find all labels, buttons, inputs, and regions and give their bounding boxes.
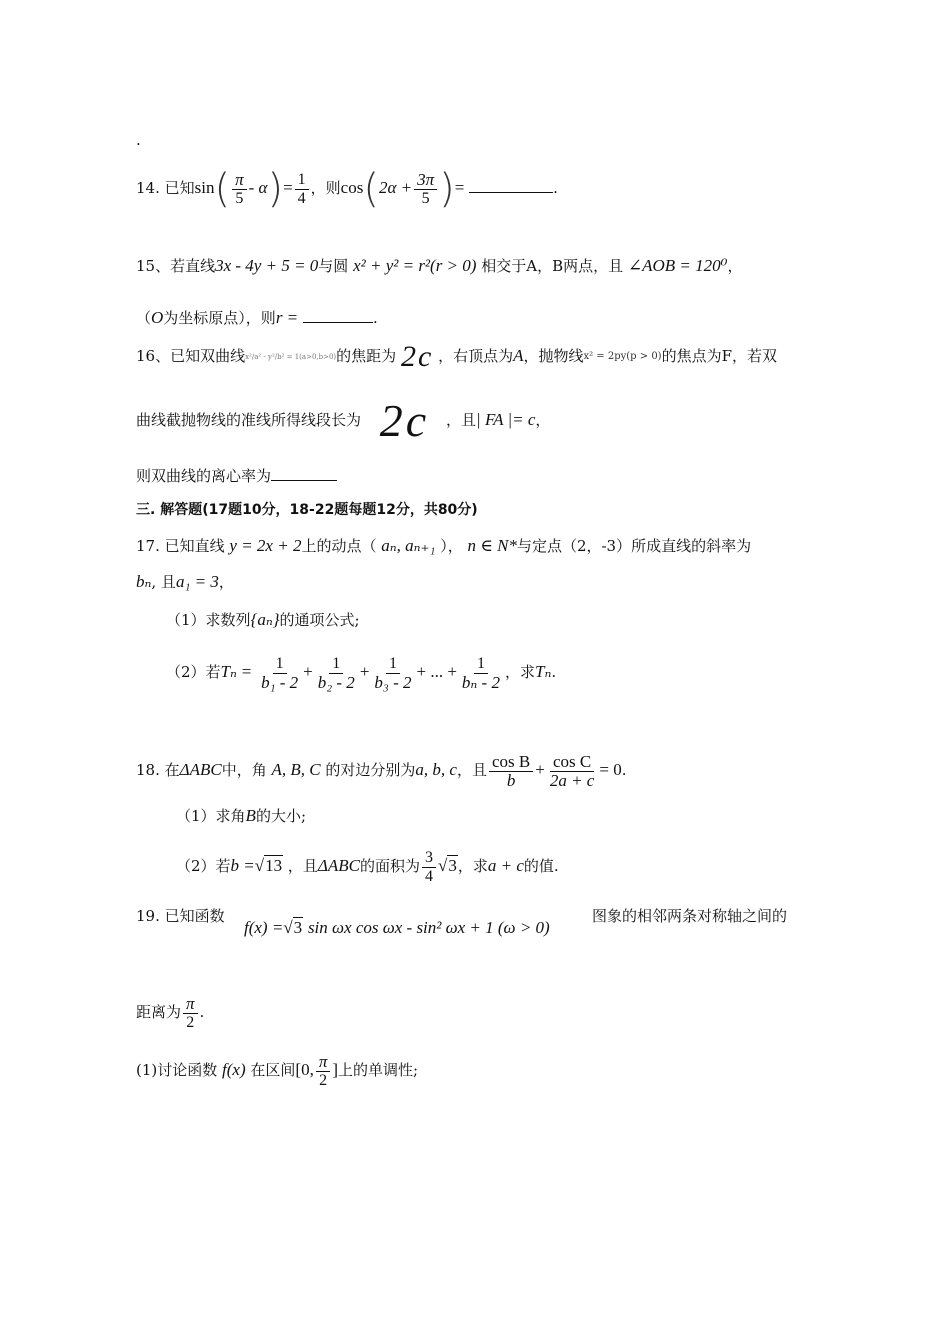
q19-label: 19. 已知函数 (136, 907, 225, 925)
q16-fa: | FA |= c (476, 410, 536, 429)
q17-n-in: n ∈ N* (467, 536, 517, 555)
q19-fx2: f(x) (222, 1060, 246, 1079)
frac-num: 1 (329, 655, 343, 674)
q17-frac-1 (258, 655, 301, 692)
q16-text3: 则双曲线的离心率为 (136, 467, 272, 485)
q18-frac-cosC (547, 753, 598, 790)
q19-distance: 距离为 (136, 1003, 182, 1021)
q17-comma: ， (218, 573, 234, 591)
q14-cos: cos (340, 178, 364, 197)
frac-den: 5 (421, 189, 430, 207)
frac-num: π (232, 171, 247, 190)
q18-p2-area: 的面积为 (360, 857, 421, 875)
q14-sin: sin (194, 178, 215, 197)
q17-Tn-ask: Tₙ (535, 662, 552, 681)
q19-p1-text: (1)讨论函数 (136, 1061, 218, 1079)
q18-b-eq: b = (230, 856, 255, 875)
q17-eq: = (241, 662, 252, 681)
q19-p1-end: 上的单调性; (338, 1061, 419, 1079)
frac-den: 4 (297, 189, 306, 207)
question-16-line3 (136, 464, 830, 488)
q18-frac-cosB (489, 753, 533, 790)
frac-num: cos C (550, 753, 594, 772)
q15-origin: O (151, 308, 164, 327)
q18-triangle: ΔABC (179, 760, 222, 779)
q17-frac-2 (315, 655, 358, 692)
q18-p2-ask: ，求 (457, 857, 488, 875)
q17-frac-3 (371, 655, 414, 692)
q15-text: 为坐标原点），则 (163, 309, 276, 327)
q18-label: 18. 在 (136, 761, 180, 779)
question-14 (136, 166, 830, 210)
frac-den: 5 (235, 189, 244, 207)
q18-B: B (245, 806, 256, 825)
q17-rest: 与定点（2，-3）所成直线的斜率为 (516, 537, 752, 555)
q17-p1-text: （1）求数列 (166, 611, 251, 629)
q14-eq2: = (454, 178, 465, 197)
q16-A: A (513, 346, 524, 365)
frac-num: π (316, 1053, 331, 1072)
sqrt-symbol: √ (254, 856, 265, 875)
q17-and: , 且 (151, 573, 176, 591)
q19-frac-pi2 (183, 995, 198, 1032)
q17-label: 17. 已知直线 (136, 537, 225, 555)
q17-part2 (166, 648, 830, 696)
top-dot (136, 128, 830, 152)
q17-close: ）， (440, 537, 463, 555)
question-17-line2 (136, 570, 830, 594)
q16-text2: 曲线截抛物线的准线所得线段长为 (136, 411, 362, 429)
q19-frac-pi2-b (316, 1053, 331, 1090)
frac-den: b₃ - 2 (374, 672, 412, 692)
question-15 (136, 254, 830, 278)
q17-moving: 上的动点（ (301, 537, 377, 555)
q18-part2 (176, 844, 830, 888)
q17-frac-n (459, 655, 503, 692)
q19-part1 (136, 1048, 830, 1092)
q15-angle: ∠AOB = 120⁰ (627, 256, 728, 275)
q17-p2-text: （2）若 (166, 663, 221, 681)
q19-p1-interval: 在区间 (250, 1061, 296, 1079)
q17-line-eq: y = 2x + 2 (229, 536, 302, 555)
q15-label: 15、若直线 (136, 257, 216, 275)
q19-sqrt3: 3 (293, 918, 303, 937)
q19-rest-eq: sin ωx cos ωx - sin² ωx + 1 (ω > 0) (307, 918, 550, 937)
q15-open: （ (136, 309, 152, 327)
q18-t3: ，且 (456, 761, 487, 779)
frac-num: 1 (386, 655, 400, 674)
sqrt-symbol: √ (283, 918, 293, 937)
q18-eq0: = 0 (599, 760, 622, 779)
q18-sqrt3: 3 (448, 856, 457, 875)
q19-interval-close: ] (332, 1060, 339, 1079)
q17-part1 (166, 608, 830, 632)
question-19-line2 (136, 990, 830, 1034)
q15-circle-eq: x² + y² = r²(r > 0) (353, 256, 477, 275)
q14-2alpha: 2α + (378, 178, 413, 197)
question-18 (136, 746, 830, 794)
question-16 (136, 340, 830, 373)
q16-parabola: ，抛物线 (523, 347, 584, 365)
frac-num: 1 (273, 655, 287, 674)
q17-Tn: Tₙ (220, 662, 237, 681)
q14-end: . (553, 179, 558, 197)
section-3-heading (136, 498, 830, 522)
q14-minus-alpha: - α (248, 178, 268, 197)
q19-tail: 图象的相邻两条对称轴之间的 (592, 907, 788, 925)
left-paren: ( (363, 166, 379, 212)
q16-parabola-eq: x² = 2py(p > 0) (583, 351, 662, 362)
question-19-tail (592, 904, 787, 928)
q18-p2-text: （2）若 (176, 857, 231, 875)
frac-den: bₙ - 2 (461, 672, 500, 692)
q16-focal: 的焦距为 (336, 347, 397, 365)
section-3-text: 三. 解答题(17题10分，18-22题每题12分，共80分) (136, 502, 478, 518)
q18-part1 (176, 804, 830, 828)
frac-den: 2 (186, 1013, 195, 1031)
dot-text: . (136, 131, 141, 149)
left-paren: ( (214, 166, 231, 212)
q16-2c: 2c (400, 340, 434, 373)
q15-end: . (372, 309, 378, 327)
q19-interval-open: [0, (295, 1060, 314, 1079)
q15-intersect: 相交于A，B两点，且 (481, 257, 624, 275)
q15-line-eq: 3x - 4y + 5 = 0 (215, 256, 319, 275)
q19-fx: f(x) = (244, 918, 284, 937)
answer-blank[interactable] (469, 178, 553, 193)
q17-p1-end: 的通项公式; (279, 611, 360, 629)
right-paren: ) (267, 166, 284, 212)
frac-den: 2a + c (549, 770, 595, 790)
q18-triangle-2: ΔABC (317, 856, 361, 875)
q18-t1: 中，角 (221, 761, 267, 779)
q15-r-eq: r = (275, 308, 299, 327)
frac-den: 2 (319, 1071, 328, 1089)
q17-bn: bₙ (136, 572, 152, 591)
plus: + (535, 760, 545, 779)
q18-end: . (621, 761, 627, 779)
question-16-line2 (136, 395, 830, 446)
frac-den: b₁ - 2 (261, 672, 299, 692)
frac-den: b (506, 770, 516, 790)
q18-p1-text: （1）求角 (176, 807, 246, 825)
q16-vertex: ，右顶点为 (438, 347, 514, 365)
q16-2c-big: 2c (379, 395, 430, 446)
q15-comma: ， (727, 257, 743, 275)
frac-num: 1 (295, 171, 309, 190)
frac-den: 4 (425, 867, 434, 885)
frac-den: b₂ - 2 (317, 672, 355, 692)
frac-num: 3 (422, 849, 436, 868)
answer-blank[interactable] (271, 466, 337, 481)
q15-with-circle: 与圆 (318, 257, 349, 275)
right-paren: ) (439, 166, 455, 212)
q18-p2-end: 的值. (523, 857, 559, 875)
q16-hyperbola: x²/a² - y²/b² = 1(a>0,b>0) (245, 353, 337, 361)
q17-a1: a₁ = 3 (175, 572, 219, 591)
q17-p2-ask: ，求 (504, 663, 535, 681)
q14-frac-14 (295, 171, 309, 208)
dots: + ... + (416, 662, 457, 681)
q17-point: aₙ, aₙ₊₁ (381, 536, 436, 555)
q17-end: . (551, 663, 557, 681)
q18-t2: 的对边分别为 (325, 761, 416, 779)
q16-comma: ， (535, 411, 551, 429)
question-15-line2 (136, 306, 830, 330)
q17-an: {aₙ} (250, 610, 280, 629)
q14-then: ，则 (310, 179, 341, 197)
q18-sqrt13: 13 (265, 856, 283, 875)
q16-focus: 的焦点为F，若双 (661, 347, 778, 365)
frac-num: π (183, 995, 198, 1014)
q18-sides: a, b, c (415, 760, 457, 779)
frac-num: 3π (414, 171, 437, 190)
q18-apc: a + c (487, 856, 524, 875)
plus: + (303, 662, 313, 681)
q14-label: 14. 已知 (136, 179, 195, 197)
plus: + (359, 662, 370, 681)
q14-frac-pi5 (232, 171, 247, 208)
q18-p2-and: ，且 (287, 857, 318, 875)
frac-num: 1 (474, 655, 488, 674)
q19-end: . (199, 1003, 205, 1021)
sqrt-symbol: √ (438, 856, 448, 875)
q14-frac-3pi5 (414, 171, 437, 208)
q18-frac-34 (422, 849, 436, 886)
q16-and: ，且 (446, 411, 477, 429)
q18-p1-end: 的大小; (255, 807, 306, 825)
q14-eq: = (283, 178, 293, 197)
frac-num: cos B (489, 753, 533, 772)
question-19-formula (244, 916, 550, 940)
answer-blank[interactable] (303, 308, 373, 323)
q18-angles: A, B, C (271, 760, 321, 779)
question-17 (136, 534, 830, 558)
q16-label: 16、已知双曲线 (136, 347, 246, 365)
